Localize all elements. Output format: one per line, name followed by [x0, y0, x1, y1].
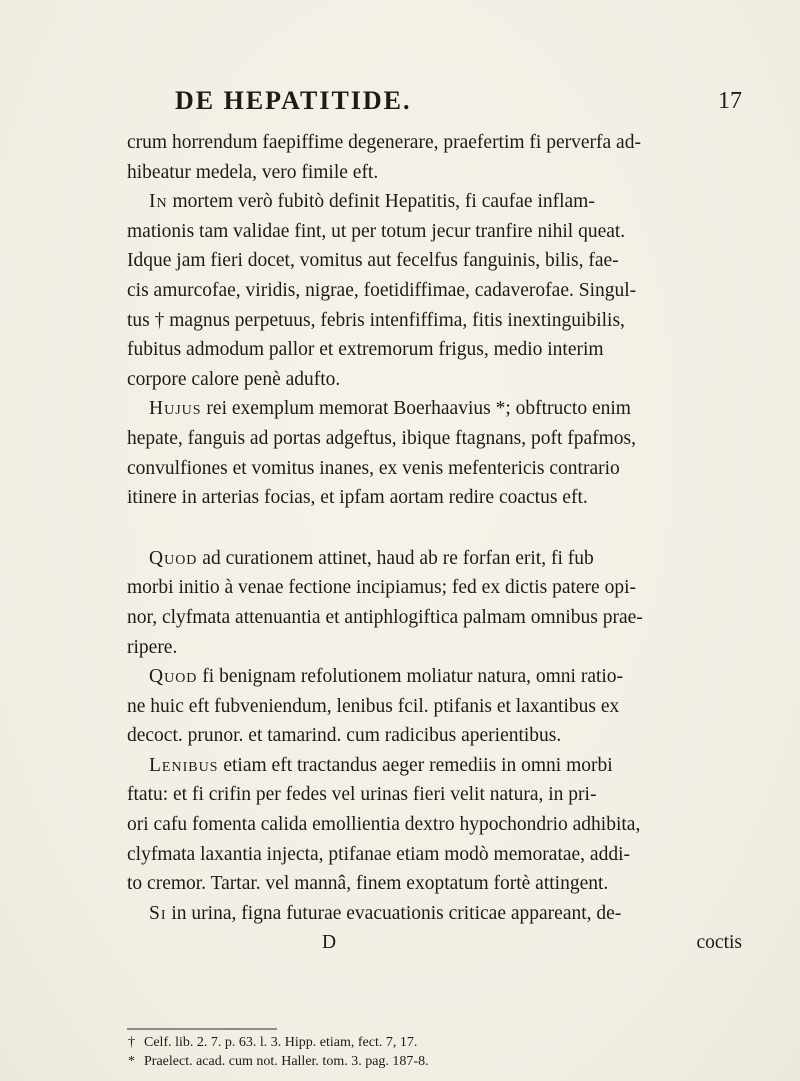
footnote-text: Praelect. acad. cum not. Haller. tom. 3. pag. 187-8.: [144, 1054, 429, 1069]
footnotes: [128, 1033, 748, 1071]
text-line: itinere in arterias focias, et ipfam aortam redire coactus eft.: [127, 487, 588, 509]
text-line: ftatu: et fi crifin per fedes vel urinas fieri velit natura, in pri-: [127, 784, 597, 806]
text-line: rei exemplum memorat Boerhaavius *; obftructo enim: [201, 398, 631, 420]
text-line: hibeatur medela, vero fimile eft.: [127, 161, 379, 183]
text-line: fubitus admodum pallor et extremorum frigus, medio interim: [127, 339, 604, 361]
footnote-text: Celf. lib. 2. 7. p. 63. l. 3. Hipp. etiam, fect. 7, 17.: [144, 1035, 418, 1050]
paragraph-lead: Lenibus: [149, 754, 219, 776]
text-line: nor, clyfmata attenuantia et antiphlogiftica palmam omnibus prae-: [127, 606, 643, 628]
footnote-mark: †: [128, 1035, 135, 1050]
paragraph-7: [127, 899, 742, 929]
text-line: corpore calore penè adufto.: [127, 368, 341, 390]
text-line: crum horrendum faepiffime degenerare, praefertim fi perverfa ad-: [127, 132, 641, 153]
text-line: morbi initio à venae fectione incipiamus; fed ex dictis patere opi-: [127, 577, 636, 599]
footnote: [128, 1033, 748, 1052]
text-line: fi benignam refolutionem moliatur natura, omni ratio-: [197, 666, 624, 688]
running-head: DE HEPATITIDE.: [175, 86, 412, 115]
paragraph-4: [127, 544, 742, 662]
text-line: convulfiones et vomitus inanes, ex venis mefentericis contrario: [127, 457, 620, 479]
footnote-mark: *: [128, 1054, 135, 1069]
main-text: [127, 128, 742, 958]
footnote-rule: [127, 1028, 277, 1030]
paragraph-lead: Si: [149, 902, 167, 924]
text-line: cis amurcofae, viridis, nigrae, foetidiffimae, cadaverofae. Singul-: [127, 279, 637, 301]
paragraph-2: [127, 187, 742, 394]
text-line: hepate, fanguis ad portas adgeftus, ibique ftagnans, poft fpafmos,: [127, 427, 637, 449]
paragraph-3: [127, 394, 742, 512]
footnote: [128, 1052, 748, 1071]
text-line: ad curationem attinet, haud ab re forfan erit, fi fub: [197, 547, 594, 569]
text-line: ne huic eft fubveniendum, lenibus fcil. ptifanis et laxantibus ex: [127, 695, 620, 717]
paragraph-lead: Quod: [149, 666, 198, 688]
signature-mark: D: [322, 932, 337, 954]
text-line: ori cafu fomenta calida emollientia dextro hypochondrio adhibita,: [127, 814, 641, 836]
paragraph-1: [127, 128, 742, 187]
text-line: decoct. prunor. et tamarind. cum radicibus aperientibus.: [127, 725, 562, 747]
text-line: clyfmata laxantia injecta, ptifanae etiam modò memoratae, addi-: [127, 843, 630, 865]
text-line: mortem verò fubitò definit Hepatitis, fi caufae inflam-: [167, 191, 595, 213]
paragraph-lead: Quod: [149, 547, 198, 569]
paragraph-lead: In: [149, 191, 168, 213]
text-line: etiam eft tractandus aeger remediis in omni morbi: [218, 754, 613, 776]
page-number: 17: [718, 88, 742, 114]
paragraph-5: [127, 662, 742, 751]
catchword: coctis: [696, 932, 742, 954]
catch-line: [127, 928, 742, 958]
paragraph-lead: Hujus: [149, 398, 202, 420]
text-line: to cremor. Tartar. vel mannâ, finem exoptatum fortè attingent.: [127, 873, 609, 895]
text-line: mationis tam validae fint, ut per totum jecur tranfire nihil queat.: [127, 220, 626, 242]
text-line: tus † magnus perpetuus, febris intenfiffima, fitis inextinguibilis,: [127, 309, 625, 331]
text-line: ripere.: [127, 636, 178, 658]
text-line: in urina, figna futurae evacuationis criticae appareant, de-: [166, 902, 622, 924]
paragraph-6: [127, 751, 742, 899]
text-line: Idque jam fieri docet, vomitus aut fecelfus fanguinis, bilis, fae-: [127, 250, 619, 272]
